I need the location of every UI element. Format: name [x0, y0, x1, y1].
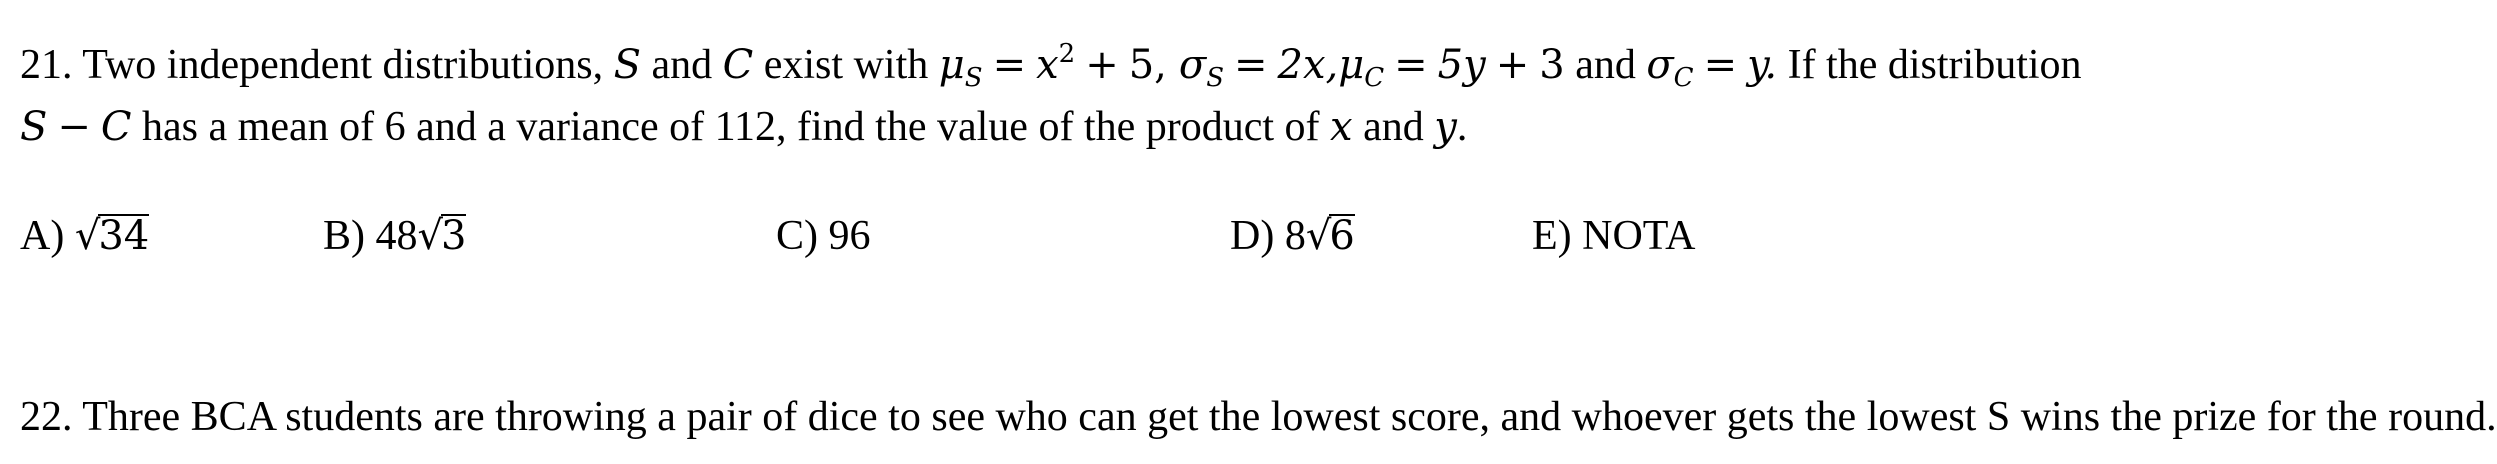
three-value: 3	[1539, 42, 1565, 88]
question-text-4: has a mean of 6 and a variance of 112, find the value of the product of	[131, 104, 1331, 150]
plus-sign: +	[1085, 42, 1119, 88]
sqrt-icon: √	[74, 213, 101, 259]
var-x: x	[1330, 104, 1353, 150]
sigma-s-symbol: $\sigma_S$	[1178, 42, 1224, 93]
var-s: S	[613, 42, 641, 88]
var-c: C	[722, 42, 754, 88]
answer-choices	[0, 206, 2419, 266]
five-value: 5,	[1128, 42, 1167, 88]
mu-s-symbol: $\mu_S$	[938, 42, 983, 93]
sqrt-icon: √	[417, 213, 443, 259]
var-s: S	[20, 104, 48, 150]
two-x-value: 2x,	[1277, 42, 1339, 88]
x-squared: $x^2$	[1036, 39, 1076, 88]
and-text: and	[1352, 104, 1435, 150]
choice-e: E) NOTA	[1532, 213, 1696, 259]
choice-d-radicand: 6	[1329, 213, 1355, 259]
sigma-c-symbol: $\sigma_C$	[1646, 42, 1694, 93]
sqrt-icon: √	[1305, 213, 1332, 259]
choice-b-radicand: 3	[441, 213, 467, 259]
plus-sign: +	[1495, 42, 1530, 88]
var-y: y	[1434, 104, 1457, 150]
equals-sign: =	[992, 42, 1027, 88]
choice-d: D) 8√6	[1230, 213, 1355, 259]
question-line-2	[20, 96, 2400, 158]
and-text: and	[1564, 42, 1647, 88]
period: .	[1456, 104, 1468, 150]
choice-a-radicand: 34	[98, 213, 150, 259]
choice-b: B) 48√3	[323, 213, 467, 259]
equals-sign: =	[1703, 42, 1738, 88]
choice-c: C) 96	[776, 213, 871, 259]
var-c: C	[100, 104, 132, 150]
question-number: 21.	[20, 42, 73, 88]
five-y: 5y	[1437, 42, 1486, 88]
y-value: y.	[1747, 42, 1778, 88]
question-text-2: exist with	[753, 42, 939, 88]
question-21	[20, 34, 2400, 158]
minus-sign: −	[57, 104, 91, 150]
question-text-1: Two independent distributions,	[72, 42, 614, 88]
question-text-3: If the distribution	[1777, 42, 2082, 88]
equals-sign: =	[1394, 42, 1428, 88]
next-question-partial: 22. Three BCA students are throwing a pair of dice to see who can get the lowest score, and whoever gets the lowest S wins the prize for the round.	[20, 394, 2497, 440]
equals-sign: =	[1234, 42, 1268, 88]
mu-c-symbol: $\mu_C$	[1338, 42, 1385, 93]
question-line-1	[20, 34, 2400, 96]
and-text: and	[640, 42, 723, 88]
choice-a: A) √34	[20, 213, 150, 259]
